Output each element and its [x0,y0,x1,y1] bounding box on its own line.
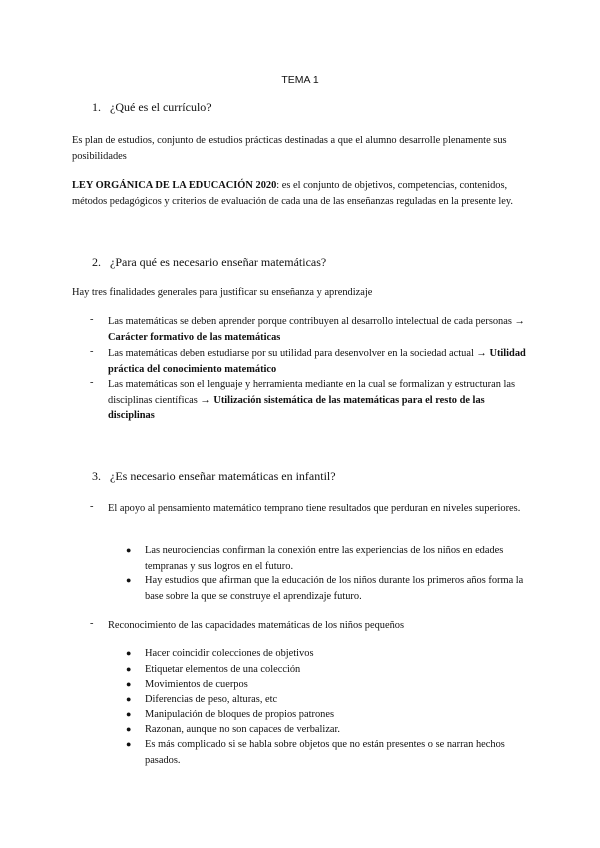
q2-item-3 [108,377,528,424]
dash-marker: - [90,314,94,325]
q3-item-1-bullet-1: Las neurociencias confirman la conexión entre las experiencias de los niños en edades tempranas y sus logros en el futuro. [145,545,504,572]
heading-q1-number: 1. [92,100,101,114]
q2-item-1 [108,314,528,345]
bullet-dot: ● [126,575,132,585]
heading-q1-text: ¿Qué es el currículo? [110,100,212,114]
bullet-dot: ● [126,664,132,674]
q1-law-text: : es el conjunto de objetivos, competencias, contenidos, métodos pedagógicos y criterios de evaluación de cada una de las enseñanzas reguladas en la presente ley. [72,180,514,207]
dash-marker: - [90,618,94,629]
bullet-dot: ● [126,709,132,719]
q1-law-name: LEY ORGÁNICA DE LA EDUCACIÓN 2020 [72,180,277,191]
q3-item-2-bullet-3: Movimientos de cuerpos [145,679,248,690]
q2-item-2-text: Las matemáticas deben estudiarse por su utilidad para desenvolver en la sociedad actual → [108,348,490,359]
document-title: TEMA 1 [281,74,319,86]
q1-paragraph-law [72,178,524,209]
q3-item-1: El apoyo al pensamiento matemático temprano tiene resultados que perduran en niveles superiores. [108,503,521,514]
bullet-dot: ● [126,545,132,555]
dash-marker: - [90,377,94,388]
heading-q2-number: 2. [92,255,101,269]
heading-q3-text: ¿Es necesario enseñar matemáticas en infantil? [110,469,336,483]
q3-item-2-bullet-2: Etiquetar elementos de una colección [145,664,301,675]
dash-marker: - [90,346,94,357]
q3-item-1-bullet-2: Hay estudios que afirman que la educación de los niños durante los primeros años forma la base sobre la que se construye el aprendizaje futuro. [145,575,524,602]
heading-q3-number: 3. [92,469,101,483]
q3-item-2: Reconocimiento de las capacidades matemáticas de los niños pequeños [108,620,405,631]
q2-item-2-bold: Utilidad práctica del conocimiento matemático [108,348,526,375]
q3-item-2-bullet-1: Hacer coincidir colecciones de objetivos [145,648,314,659]
q2-intro: Hay tres finalidades generales para justificar su enseñanza y aprendizaje [72,287,373,298]
heading-q2-text: ¿Para qué es necesario enseñar matemáticas? [110,255,327,269]
bullet-dot: ● [126,694,132,704]
q3-item-2-bullet-6: Razonan, aunque no son capaces de verbalizar. [145,724,341,735]
bullet-dot: ● [126,648,132,658]
q2-item-3-text: Las matemáticas son el lenguaje y herramienta mediante en la cual se formalizan y estructuran las disciplinas científicas → [108,379,516,406]
heading-q1 [92,100,212,115]
bullet-dot: ● [126,739,132,749]
heading-q3 [92,469,336,484]
bullet-dot: ● [126,724,132,734]
q3-item-2-bullet-7: Es más complicado si se habla sobre objetos que no están presentes o se narran hechos pasados. [145,739,505,766]
q3-item-2-bullet-4: Diferencias de peso, alturas, etc [145,694,278,705]
q2-item-3-bold: Utilización sistemática de las matemáticas para el resto de las disciplinas [108,394,485,421]
q2-item-1-bold: Carácter formativo de las matemáticas [108,331,281,343]
q2-item-1-text: Las matemáticas se deben aprender porque contribuyen al desarrollo intelectual de cada personas → [108,316,525,327]
q2-item-2 [108,346,528,377]
dash-marker: - [90,501,94,512]
q1-paragraph-definition: Es plan de estudios, conjunto de estudios prácticas destinadas a que el alumno desarrolle plenamente sus posibilidades [72,135,507,162]
heading-q2 [92,255,326,270]
bullet-dot: ● [126,679,132,689]
q3-item-2-bullet-5: Manipulación de bloques de propios patrones [145,709,335,720]
